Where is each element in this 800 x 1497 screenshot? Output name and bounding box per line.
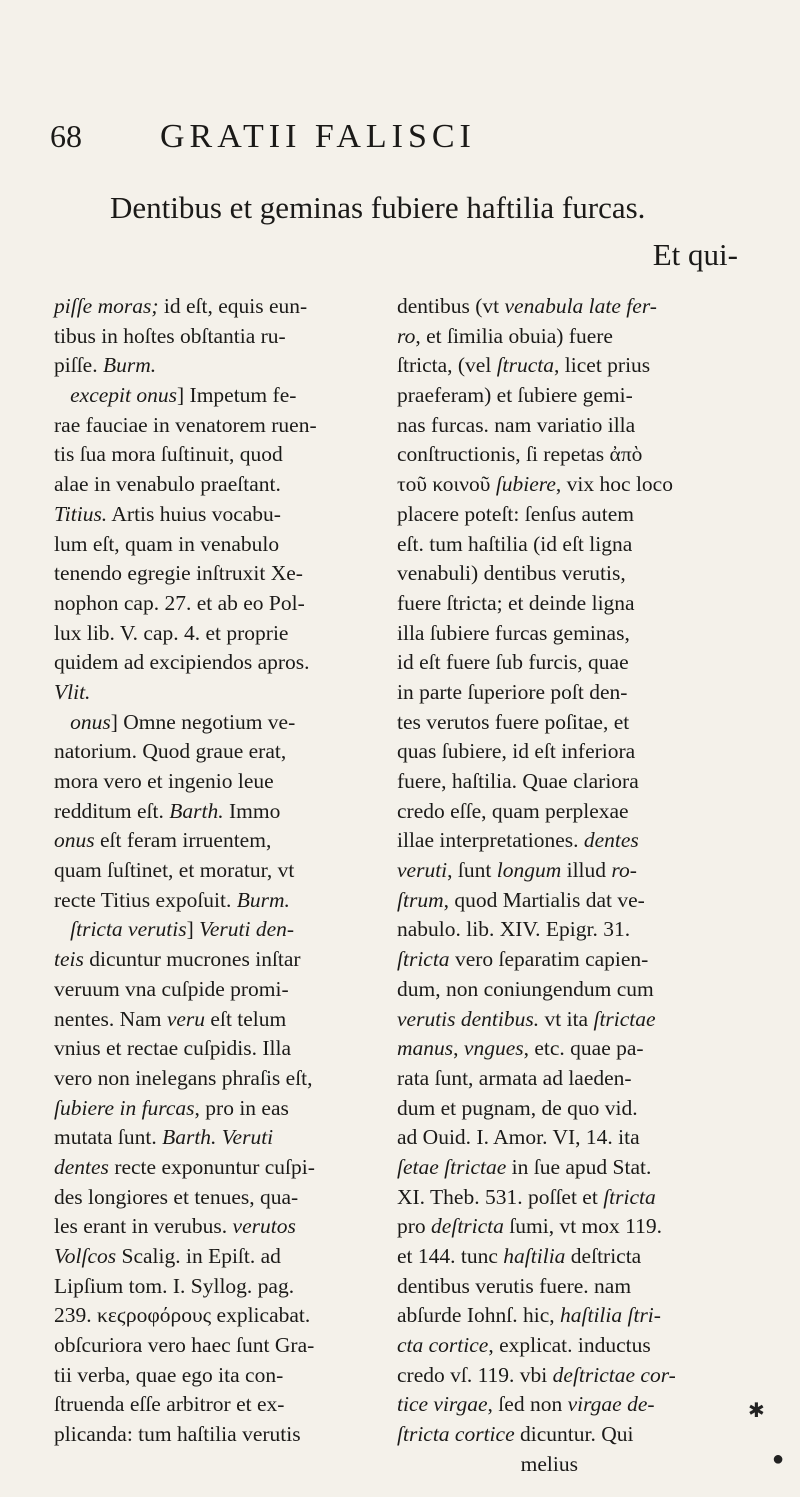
text-segment: piſſe. (54, 353, 103, 378)
text-line (397, 1420, 749, 1450)
text-line (397, 886, 749, 916)
text-segment: id eſt, equis eun- (158, 294, 308, 318)
text-line (397, 737, 749, 767)
text-segment (54, 383, 70, 407)
text-segment: deſtricta (565, 1244, 642, 1268)
text-segment: quas ſubiere, id eſt inferiora (397, 739, 636, 764)
text-line (397, 945, 749, 975)
text-line (54, 737, 380, 767)
text-line (397, 1034, 749, 1064)
text-segment: conſtructionis, ſi repetas ἀπὸ (397, 442, 643, 467)
text-line (397, 619, 749, 649)
text-line (54, 411, 380, 441)
italic-text: ſubiere in furcas (54, 1095, 195, 1120)
header-title: GRATII FALISCI (160, 118, 476, 155)
text-segment: dicuntur mucrones inſtar (83, 947, 301, 972)
text-line (54, 1212, 380, 1242)
text-line (397, 1390, 749, 1420)
text-segment (54, 710, 70, 734)
italic-text: ro (397, 323, 416, 348)
text-line (397, 1064, 749, 1094)
text-segment: obſcuriora vero haec ſunt Gra- (54, 1333, 315, 1358)
text-segment: dentibus verutis fuere. nam (397, 1273, 632, 1298)
italic-text: ſtructa (496, 353, 555, 378)
text-line (397, 767, 749, 797)
text-segment: lum eſt, quam in venabulo (54, 531, 280, 556)
verse-line: Dentibus et geminas fubiere haftilia furcas. (110, 190, 646, 225)
text-line (397, 381, 749, 411)
text-segment: plicanda: tum haſtilia verutis (54, 1422, 301, 1447)
text-segment: vt ita (539, 1006, 594, 1031)
text-line (397, 1450, 749, 1480)
text-line (54, 1390, 380, 1420)
italic-text: deſtrictae cor- (552, 1362, 676, 1387)
text-line (54, 1420, 380, 1450)
text-segment: dentibus (vt (397, 294, 505, 318)
text-segment: ſumi, vt mox 119. (503, 1214, 662, 1239)
text-segment: rata ſunt, armata ad laeden- (397, 1065, 632, 1090)
italic-text: longum (496, 858, 562, 883)
text-segment: ſtruenda eſſe arbitror et ex- (54, 1392, 285, 1417)
text-segment: vero non inelegans phraſis eſt, (54, 1065, 313, 1090)
text-line (54, 589, 380, 619)
italic-text: Barth. (169, 798, 224, 823)
text-line (54, 826, 380, 856)
italic-text: haſtilia (503, 1244, 566, 1268)
text-segment: , vix hoc loco (555, 472, 673, 497)
italic-text: ſubiere (495, 472, 556, 497)
page-number: 68 (50, 118, 82, 154)
text-segment: nas furcas. nam variatio illa (397, 412, 636, 437)
text-line (54, 619, 380, 649)
italic-text: vngues (463, 1036, 524, 1061)
text-segment: , licet prius (554, 353, 651, 378)
text-segment: illae interpretationes. (397, 828, 584, 853)
text-segment: dum, non coniungendum cum (397, 976, 654, 1001)
text-line (54, 1094, 380, 1124)
text-line (397, 826, 749, 856)
text-segment: illa ſubiere furcas geminas, (397, 620, 630, 645)
text-line (54, 1242, 380, 1272)
text-line (54, 440, 380, 470)
ink-mark: ● (772, 1448, 785, 1470)
text-segment: Scalig. in Epiſt. ad (116, 1244, 281, 1268)
italic-text: Veruti den- (199, 917, 295, 942)
italic-text: verutos (232, 1214, 296, 1239)
text-segment: fuere ſtricta; et deinde ligna (397, 590, 635, 615)
text-line (397, 1153, 749, 1183)
verse-catchword: Et qui- (652, 237, 738, 272)
text-line (54, 1064, 380, 1094)
text-line (397, 1272, 749, 1302)
text-segment: veruum vna cuſpide promi- (54, 976, 289, 1001)
text-line (397, 915, 749, 945)
text-line (54, 470, 380, 500)
text-segment: 239. κεϛροφόρους explicabat. (54, 1303, 311, 1328)
text-line (54, 797, 380, 827)
text-line (54, 381, 380, 411)
text-segment: et 144. tunc (397, 1244, 504, 1268)
text-line (54, 530, 380, 560)
text-segment: XI. Theb. 531. poſſet et (397, 1184, 604, 1209)
text-line (397, 351, 749, 381)
text-line (397, 975, 749, 1005)
text-segment: pro (397, 1214, 432, 1239)
italic-text: ſtricta verutis (70, 917, 187, 942)
text-segment: vero ſeparatim capien- (449, 947, 649, 972)
text-line (54, 1005, 380, 1035)
italic-text: dentes (54, 1154, 109, 1179)
text-segment: melius (397, 1451, 578, 1476)
italic-text: verutis dentibus. (397, 1006, 540, 1031)
text-line (54, 708, 380, 738)
text-segment: credo eſſe, quam perplexae (397, 798, 629, 823)
running-head (50, 118, 760, 168)
text-segment: lux lib. V. cap. 4. et proprie (54, 620, 289, 645)
italic-text: Burm. (102, 353, 157, 378)
italic-text: ſtrictae (593, 1006, 656, 1031)
text-segment: ſtricta, (vel (397, 353, 497, 378)
text-segment: , explicat. inductus (488, 1333, 651, 1358)
text-line (397, 1123, 749, 1153)
italic-text: ro- (611, 858, 637, 883)
text-segment: tibus in hoſtes obſtantia ru- (54, 323, 286, 348)
italic-text: ſtricta (603, 1184, 656, 1209)
text-line (54, 945, 380, 975)
text-segment: ad Ouid. I. Amor. VI, 14. ita (397, 1125, 640, 1150)
italic-text: virgae de- (567, 1392, 655, 1417)
italic-text: Barth. Veruti (162, 1125, 274, 1150)
text-segment: , et ſimilia obuia) fuere (415, 323, 613, 348)
italic-text: tice virgae (397, 1392, 488, 1417)
italic-text: ſetae ſtrictae (397, 1154, 507, 1179)
italic-text: onus (70, 709, 111, 734)
text-line (54, 1183, 380, 1213)
italic-text: ſtricta cortice (397, 1422, 515, 1447)
text-segment: quam ſuſtinet, et moratur, vt (54, 858, 295, 883)
text-segment: , ſed non (487, 1392, 568, 1417)
text-segment: in ſue apud Stat. (506, 1154, 652, 1179)
text-segment: vnius et rectae cuſpidis. Illa (54, 1036, 292, 1061)
text-segment: tii verba, quae ego ita con- (54, 1362, 284, 1387)
text-line (397, 292, 749, 322)
italic-text: veru (166, 1006, 206, 1031)
italic-text: Volſcos (54, 1244, 117, 1268)
italic-text: dentes (583, 828, 639, 853)
text-segment: eſt. tum haſtilia (id eſt ligna (397, 531, 633, 556)
italic-text: venabula late fer- (504, 294, 657, 318)
italic-text: Titius. (54, 501, 108, 526)
text-segment: , etc. quae pa- (523, 1036, 644, 1061)
text-line (397, 440, 749, 470)
text-segment: , ſunt (447, 858, 497, 883)
text-segment: nentes. Nam (54, 1006, 167, 1031)
text-segment (54, 917, 70, 941)
commentary-left-column (54, 292, 380, 1450)
text-line (397, 1242, 749, 1272)
text-segment: placere poteſt: ſenſus autem (397, 501, 635, 526)
text-segment: quidem ad excipiendos apros. (54, 650, 310, 675)
text-line (397, 856, 749, 886)
text-line (54, 1331, 380, 1361)
text-line (54, 915, 380, 945)
italic-text: teis (54, 947, 84, 972)
commentary-right-column (397, 292, 749, 1480)
text-line (54, 292, 380, 322)
text-segment: dum et pugnam, de quo vid. (397, 1095, 638, 1120)
text-line (54, 975, 380, 1005)
text-line (397, 470, 749, 500)
italic-text: cta cortice (397, 1333, 489, 1358)
text-segment: abſurde Iohnſ. hic, (397, 1303, 560, 1328)
text-segment: in parte ſuperiore poſt den- (397, 679, 628, 704)
text-segment: Immo (223, 798, 281, 823)
text-segment: tes verutos fuere poſitae, et (397, 709, 630, 734)
text-line (397, 797, 749, 827)
text-segment: tis ſua mora ſuſtinuit, quod (54, 442, 283, 467)
text-line (54, 648, 380, 678)
text-segment: ] Impetum fe- (177, 383, 297, 408)
text-line (397, 1361, 749, 1391)
text-line (397, 589, 749, 619)
text-segment: praeferam) et ſubiere gemi- (397, 383, 633, 408)
text-segment: Artis huius vocabu- (107, 501, 281, 526)
ink-mark: ✱ (748, 1400, 765, 1422)
text-line (54, 856, 380, 886)
text-line (54, 322, 380, 352)
text-segment: , pro in eas (194, 1095, 289, 1120)
text-line (54, 886, 380, 916)
text-line (397, 1094, 749, 1124)
text-segment: les erant in verubus. (54, 1214, 233, 1239)
text-line (397, 1212, 749, 1242)
text-line (397, 530, 749, 560)
text-line (397, 1331, 749, 1361)
text-line (54, 500, 380, 530)
text-segment: illud (561, 858, 612, 883)
text-line (54, 678, 380, 708)
text-line (397, 322, 749, 352)
text-line (397, 1183, 749, 1213)
text-segment: eſt feram irruentem, (94, 828, 272, 853)
text-segment: eſt telum (205, 1006, 287, 1031)
italic-text: excepit onus (70, 383, 177, 408)
italic-text: onus (54, 828, 95, 853)
text-line (54, 767, 380, 797)
text-line (54, 1123, 380, 1153)
text-line (54, 1034, 380, 1064)
text-segment: recte exponuntur cuſpi- (108, 1154, 315, 1179)
text-segment: ] (186, 917, 200, 942)
italic-text: manus (397, 1036, 454, 1061)
text-segment: τοῦ κοινοῦ (397, 472, 496, 497)
italic-text: veruti (397, 858, 448, 883)
text-line (54, 1153, 380, 1183)
italic-text: Burm. (236, 887, 290, 912)
text-segment: tenendo egregie inſtruxit Xe- (54, 561, 303, 586)
italic-text: Vlit. (54, 679, 91, 704)
text-segment: recte Titius expoſuit. (54, 887, 237, 912)
italic-text: ſtricta (397, 947, 450, 972)
text-line (397, 500, 749, 530)
text-line (397, 559, 749, 589)
text-line (54, 1361, 380, 1391)
text-segment: alae in venabulo praeſtant. (54, 472, 281, 497)
text-segment: venabuli) dentibus verutis, (397, 561, 626, 586)
italic-text: deſtricta (431, 1214, 504, 1239)
text-segment: dicuntur. Qui (514, 1422, 634, 1447)
italic-text: ſtrum (397, 887, 444, 912)
italic-text: haſtilia ſtri- (560, 1303, 661, 1328)
text-segment: nophon cap. 27. et ab eo Pol- (54, 590, 305, 615)
text-line (54, 1301, 380, 1331)
text-segment: redditum eſt. (54, 798, 170, 823)
text-segment: mutata ſunt. (54, 1125, 163, 1150)
text-segment: des longiores et tenues, qua- (54, 1184, 299, 1209)
text-segment: nabulo. lib. XIV. Epigr. 31. (397, 917, 631, 942)
text-segment: mora vero et ingenio leue (54, 769, 274, 793)
text-line (54, 1272, 380, 1302)
text-line (397, 411, 749, 441)
text-line (397, 708, 749, 738)
text-line (54, 559, 380, 589)
text-line (397, 1005, 749, 1035)
text-segment: credo vſ. 119. vbi (397, 1362, 553, 1387)
text-line (54, 351, 380, 381)
text-line (397, 648, 749, 678)
text-line (397, 1301, 749, 1331)
text-segment: fuere, haſtilia. Quae clariora (397, 769, 639, 793)
text-segment: id eſt fuere ſub furcis, quae (397, 650, 629, 675)
text-segment: , (453, 1036, 464, 1061)
text-segment: , quod Martialis dat ve- (443, 887, 645, 912)
italic-text: piſſe moras; (54, 294, 159, 318)
text-line (397, 678, 749, 708)
text-segment: rae fauciae in venatorem ruen- (54, 412, 317, 437)
text-segment: natorium. Quod graue erat, (54, 739, 287, 764)
text-segment: ] Omne negotium ve- (110, 709, 296, 734)
text-segment: Lipſium tom. I. Syllog. pag. (54, 1273, 295, 1298)
